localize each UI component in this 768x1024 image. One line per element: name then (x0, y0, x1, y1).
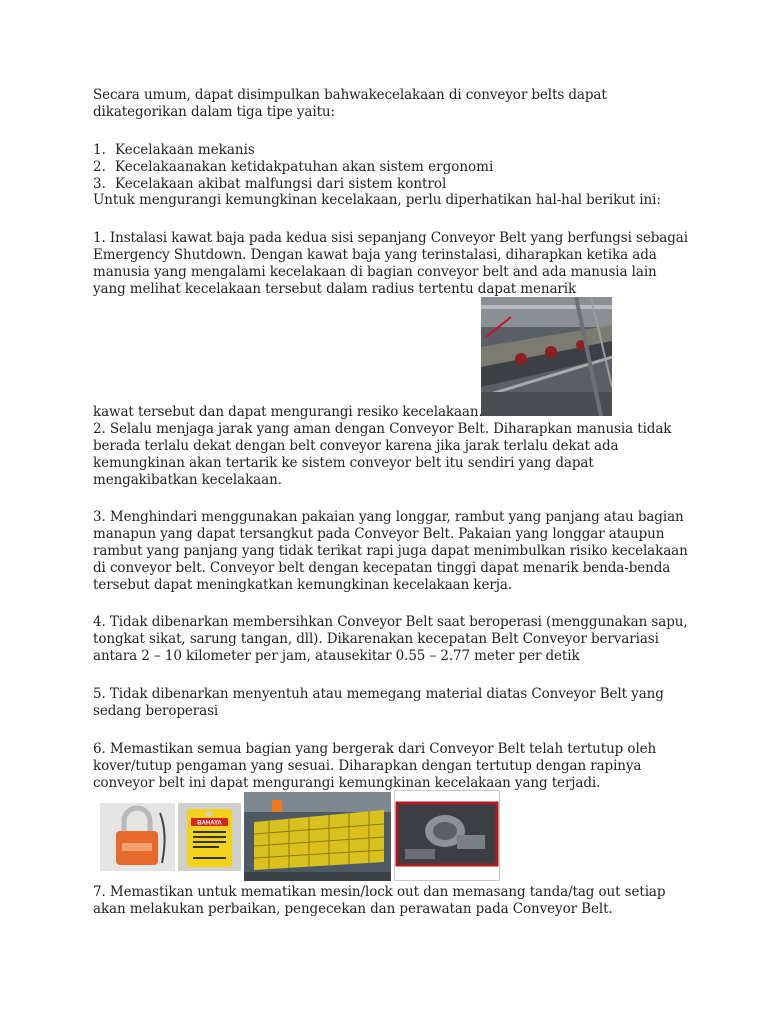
item-6-paragraph: 6. Memastikan semua bagian yang bergerak dari Conveyor Belt telah tertutup oleh kover/tutup pengaman yang sesuai. Diharapkan dengan tertutup dengan rapinya conveyor belt ini dapat mengurangi kemungkinan kecelakaan yang terjadi. (93, 741, 657, 791)
conveyor-photo-icon (481, 297, 612, 416)
item-3-paragraph: 3. Menghindari menggunakan pakaian yang longgar, rambut yang panjang atau bagian manapun yang dapat tersangkut pada Conveyor Belt. Pakaian yang longgar ataupun rambut yang panjang yang tidak terikat rapi juga dapat menimbulkan risiko kecelakaan di conveyor belt. Conveyor belt dengan kecepatan tinggi dapat menarik benda-benda tersebut dapat meningkatkan kemungkinan kecelakaan kerja. (93, 509, 688, 593)
list-number: 3. (93, 176, 106, 192)
list-text: Kecelakaanakan ketidakpatuhan akan sistem ergonomi (115, 159, 494, 175)
item-2-paragraph: 2. Selalu menjaga jarak yang aman dengan Conveyor Belt. Diharapkan manusia tidak berada terlalu dekat dengan belt conveyor karena jika jarak terlalu dekat ada kemungkinan akan tertarik ke sistem conveyor belt itu sendiri yang dapat mengakibatkan kecelakaan. (93, 421, 672, 488)
covered-roller-photo-icon (394, 790, 500, 881)
list-number: 2. (93, 159, 106, 175)
item-4-paragraph: 4. Tidak dibenarkan membersihkan Conveyor Belt saat beroperasi (menggunakan sapu, tongkat sikat, sarung tangan, dll). Dikarenakan kecepatan Belt Conveyor bervariasi antara 2 – 10 kilometer per jam, atausekitar 0.55 – 2.77 meter per detik (93, 614, 688, 664)
item-1-paragraph: 1. Instalasi kawat baja pada kedua sisi sepanjang Conveyor Belt yang berfungsi sebagai Emergency Shutdown. Dengan kawat baja yang terinstalasi, diharapkan ketika ada manusia yang mengalami kecelakaan di bagian conveyor belt and ada manusia lain yang melihat kecelakaan tersebut dalam radius tertentu dapat menarik (93, 230, 688, 297)
tag-label: BAHAYA (197, 820, 222, 827)
padlock-photo-icon (100, 803, 175, 871)
list-number: 1. (93, 142, 106, 158)
item-5-paragraph: 5. Tidak dibenarkan menyentuh atau memegang material diatas Conveyor Belt yang sedang beroperasi (93, 686, 664, 719)
type-list-item (93, 176, 446, 193)
item-7-paragraph: 7. Memastikan untuk mematikan mesin/lock out dan memasang tanda/tag out setiap akan melakukan perbaikan, pengecekan dan perawatan pada Conveyor Belt. (93, 884, 666, 917)
intro-paragraph: Secara umum, dapat disimpulkan bahwakecelakaan di conveyor belts dapat dikategorikan dalam tiga tipe yaitu: (93, 87, 607, 120)
danger-tag-photo-icon (178, 803, 241, 871)
lead-paragraph: Untuk mengurangi kemungkinan kecelakaan, perlu diperhatikan hal-hal berikut ini: (93, 192, 661, 208)
list-text: Kecelakaan akibat malfungsi dari sistem kontrol (115, 176, 447, 192)
type-list-item (93, 142, 255, 159)
guard-cage-photo-icon (244, 792, 391, 881)
item-1-continuation: kawat tersebut dan dapat mengurangi resiko kecelakaan. (93, 404, 483, 420)
list-text: Kecelakaan mekanis (115, 142, 255, 158)
type-list-item (93, 159, 493, 176)
